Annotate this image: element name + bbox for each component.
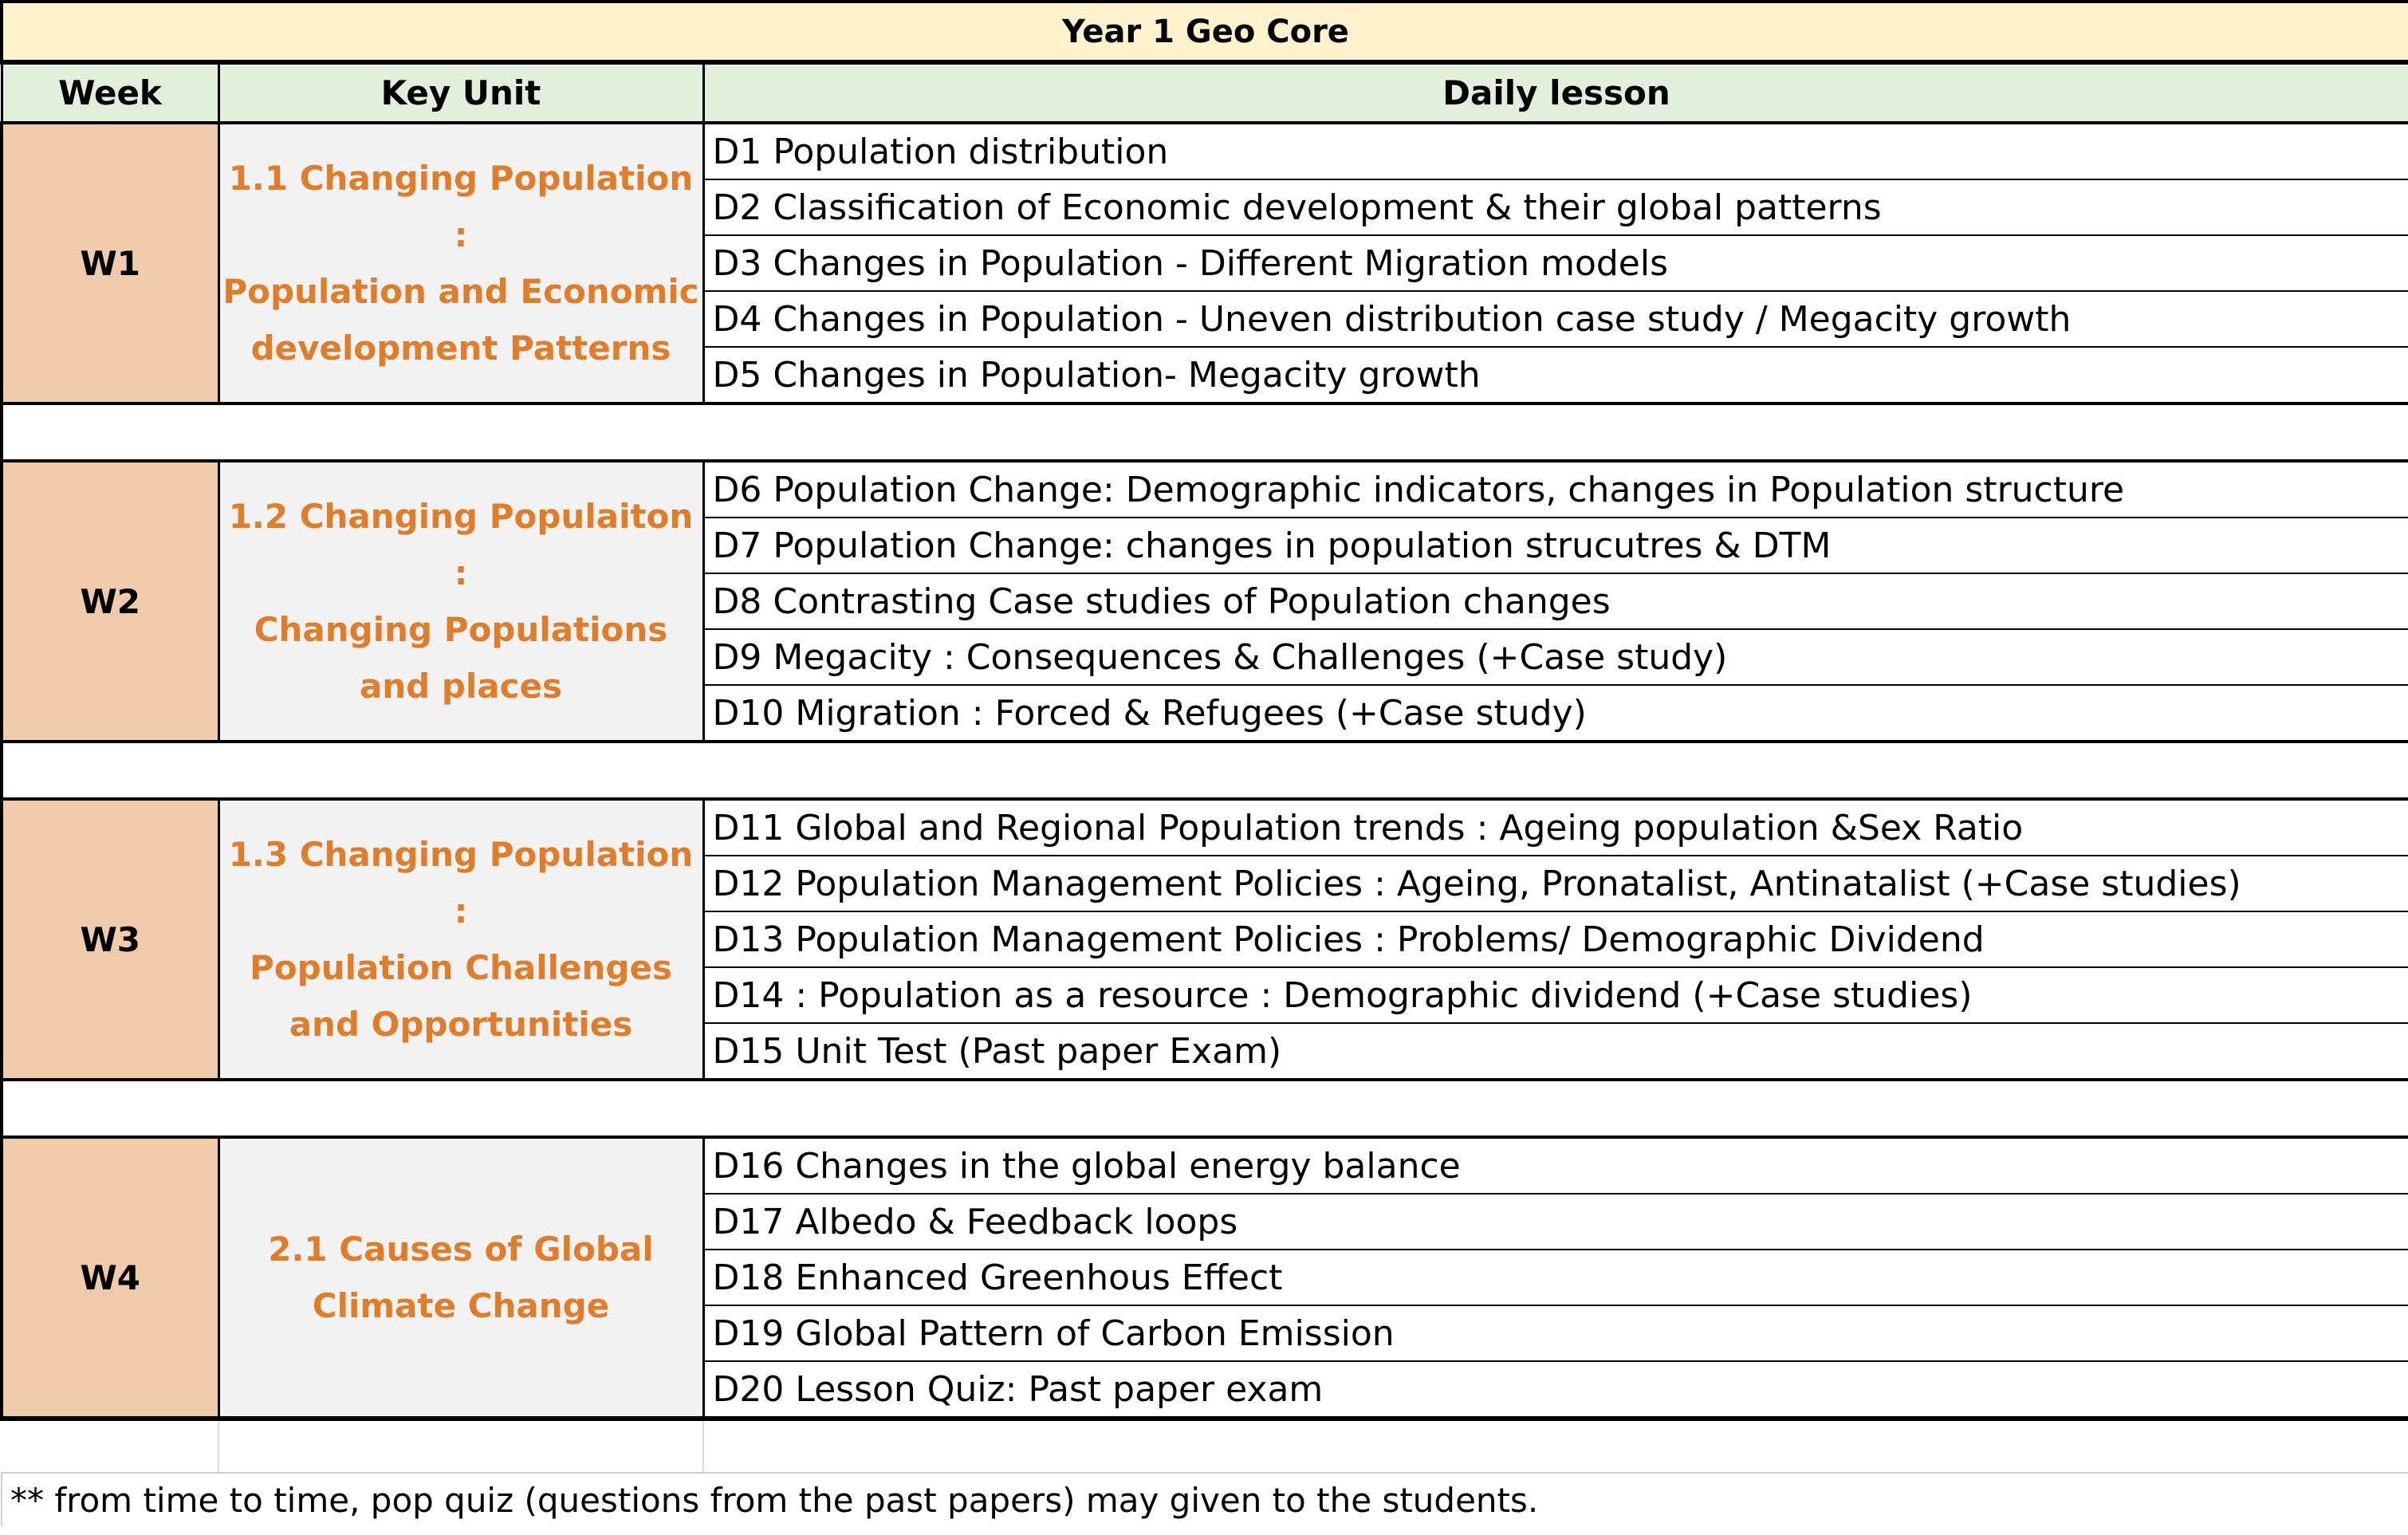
key-unit-line: Population and Economic xyxy=(222,272,699,311)
daily-lesson: D15 Unit Test (Past paper Exam) xyxy=(703,1023,2408,1080)
daily-lesson: D11 Global and Regional Population trends : Ageing population &Sex Ratio xyxy=(703,799,2408,856)
lesson-row xyxy=(2,123,2408,179)
key-unit xyxy=(218,123,703,403)
daily-lesson: D7 Population Change: changes in population strucutres & DTM xyxy=(703,518,2408,573)
daily-lesson-column-header: Daily lesson xyxy=(703,62,2408,123)
spacer-cell xyxy=(2,403,2408,461)
daily-lesson: D14 : Population as a resource : Demographic dividend (+Case studies) xyxy=(703,967,2408,1023)
key-unit xyxy=(218,799,703,1080)
daily-lesson: D6 Population Change: Demographic indicators, changes in Population structure xyxy=(703,461,2408,518)
daily-lesson: D5 Changes in Population- Megacity growth xyxy=(703,347,2408,403)
daily-lesson: D19 Global Pattern of Carbon Emission xyxy=(703,1305,2408,1361)
week-column-header: Week xyxy=(2,62,218,123)
key-unit-line: Climate Change xyxy=(312,1286,610,1325)
daily-lesson: D13 Population Management Policies : Problems/ Demographic Dividend xyxy=(703,911,2408,967)
blank-cell xyxy=(2,1419,218,1473)
week-label: W2 xyxy=(2,461,218,742)
header-row xyxy=(2,62,2408,123)
key-unit-line: 2.1 Causes of Global xyxy=(268,1230,654,1269)
key-unit xyxy=(218,1137,703,1419)
daily-lesson: D8 Contrasting Case studies of Population changes xyxy=(703,573,2408,629)
week-label: W3 xyxy=(2,799,218,1080)
daily-lesson: D9 Megacity : Consequences & Challenges (+Case study) xyxy=(703,629,2408,685)
blank-cell xyxy=(218,1419,703,1473)
spacer-row xyxy=(2,1080,2408,1137)
key-unit-line: 1.2 Changing Populaiton : xyxy=(228,497,694,592)
daily-lesson: D17 Albedo & Feedback loops xyxy=(703,1194,2408,1250)
daily-lesson: D10 Migration : Forced & Refugees (+Case study) xyxy=(703,685,2408,742)
title-row xyxy=(2,2,2408,62)
spacer-cell xyxy=(2,1080,2408,1137)
footnote: ** from time to time, pop quiz (questions from the past papers) may given to the students. xyxy=(2,1473,2408,1526)
blank-cell xyxy=(703,1419,2408,1473)
note-row xyxy=(2,1473,2408,1526)
key-unit-line: Population Challenges xyxy=(250,948,672,987)
lesson-row xyxy=(2,799,2408,856)
daily-lesson: D4 Changes in Population - Uneven distribution case study / Megacity growth xyxy=(703,291,2408,347)
daily-lesson: D20 Lesson Quiz: Past paper exam xyxy=(703,1361,2408,1419)
sheet-title: Year 1 Geo Core xyxy=(2,2,2408,62)
key-unit-column-header: Key Unit xyxy=(218,62,703,123)
week-label: W4 xyxy=(2,1137,218,1419)
key-unit-line: 1.3 Changing Population : xyxy=(228,835,694,931)
daily-lesson: D16 Changes in the global energy balance xyxy=(703,1137,2408,1194)
spacer-row xyxy=(2,403,2408,461)
key-unit-line: Changing Populations xyxy=(254,610,668,649)
key-unit-line: and Opportunities xyxy=(289,1005,633,1044)
key-unit-line: development Patterns xyxy=(250,329,671,368)
spacer-row xyxy=(2,742,2408,799)
daily-lesson: D2 Classification of Economic development & their global patterns xyxy=(703,179,2408,235)
key-unit xyxy=(218,461,703,742)
blank-row xyxy=(2,1419,2408,1473)
daily-lesson: D18 Enhanced Greenhous Effect xyxy=(703,1250,2408,1305)
daily-lesson: D1 Population distribution xyxy=(703,123,2408,179)
week-label: W1 xyxy=(2,123,218,403)
daily-lesson: D3 Changes in Population - Different Migration models xyxy=(703,235,2408,291)
lesson-row xyxy=(2,1137,2408,1194)
daily-lesson: D12 Population Management Policies : Ageing, Pronatalist, Antinatalist (+Case studies) xyxy=(703,856,2408,911)
key-unit-line: and places xyxy=(359,667,563,706)
key-unit-line: 1.1 Changing Population : xyxy=(228,159,694,254)
lesson-row xyxy=(2,461,2408,518)
spacer-cell xyxy=(2,742,2408,799)
